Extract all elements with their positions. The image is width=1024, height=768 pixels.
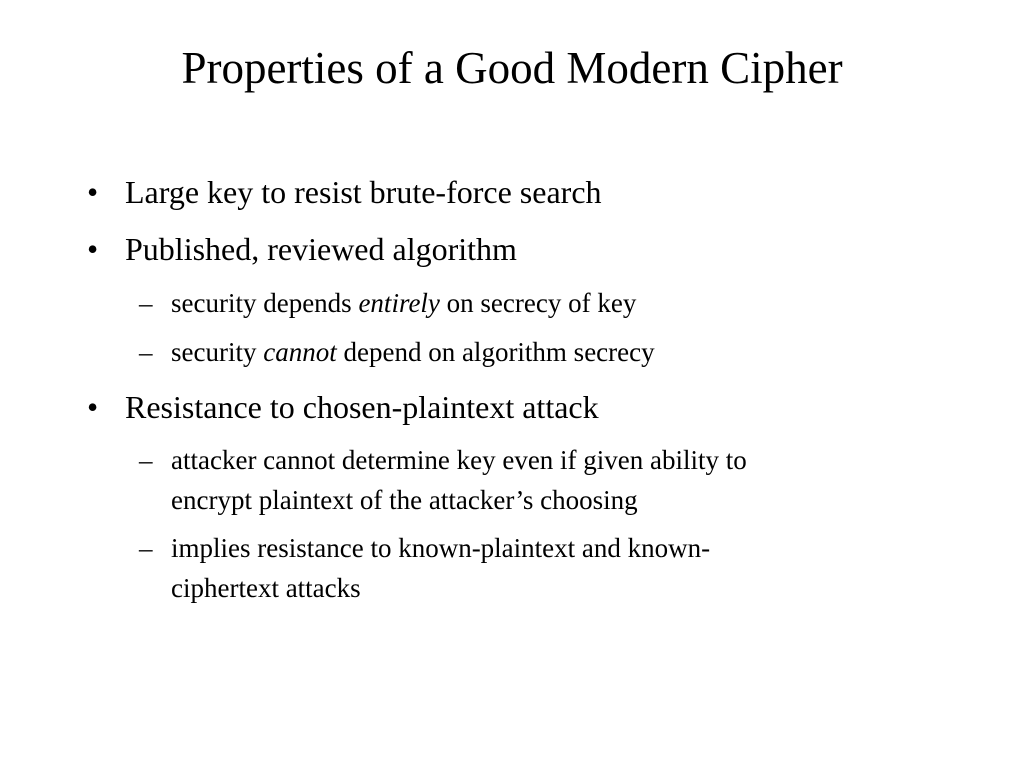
sub-bullet-text-start: security depends bbox=[171, 288, 359, 318]
dash-marker: – bbox=[139, 288, 153, 318]
sub-bullet-text-line: implies resistance to known-plaintext and known- bbox=[171, 533, 711, 563]
bullet-marker: • bbox=[87, 389, 99, 425]
dash-marker: – bbox=[139, 445, 153, 475]
sub-bullet-text-line: attacker cannot determine key even if given ability to bbox=[171, 445, 747, 475]
bullet-text: Resistance to chosen-plaintext attack bbox=[125, 389, 599, 425]
bullet-item bbox=[87, 229, 517, 269]
sub-bullet-item bbox=[139, 528, 711, 608]
dash-marker: – bbox=[139, 533, 153, 563]
sub-bullet-text-end: on secrecy of key bbox=[439, 288, 637, 318]
bullet-text: Published, reviewed algorithm bbox=[125, 231, 517, 267]
sub-bullet-item bbox=[139, 332, 655, 372]
emphasis-text: cannot bbox=[263, 337, 337, 367]
dash-marker: – bbox=[139, 337, 153, 367]
bullet-item bbox=[87, 172, 602, 212]
bullet-marker: • bbox=[87, 231, 99, 267]
bullet-text: Large key to resist brute-force search bbox=[125, 174, 602, 210]
sub-bullet-item bbox=[139, 440, 747, 520]
bullet-marker: • bbox=[87, 174, 99, 210]
slide-title: Properties of a Good Modern Cipher bbox=[181, 43, 843, 93]
sub-bullet-text-start: security bbox=[171, 337, 264, 367]
sub-bullet-item bbox=[139, 283, 637, 323]
bullet-item bbox=[87, 387, 599, 427]
sub-bullet-text-end: depend on algorithm secrecy bbox=[336, 337, 655, 367]
sub-bullet-text-line: ciphertext attacks bbox=[171, 573, 361, 603]
emphasis-text: entirely bbox=[358, 288, 440, 318]
sub-bullet-text-line: encrypt plaintext of the attacker’s choosing bbox=[171, 485, 638, 515]
